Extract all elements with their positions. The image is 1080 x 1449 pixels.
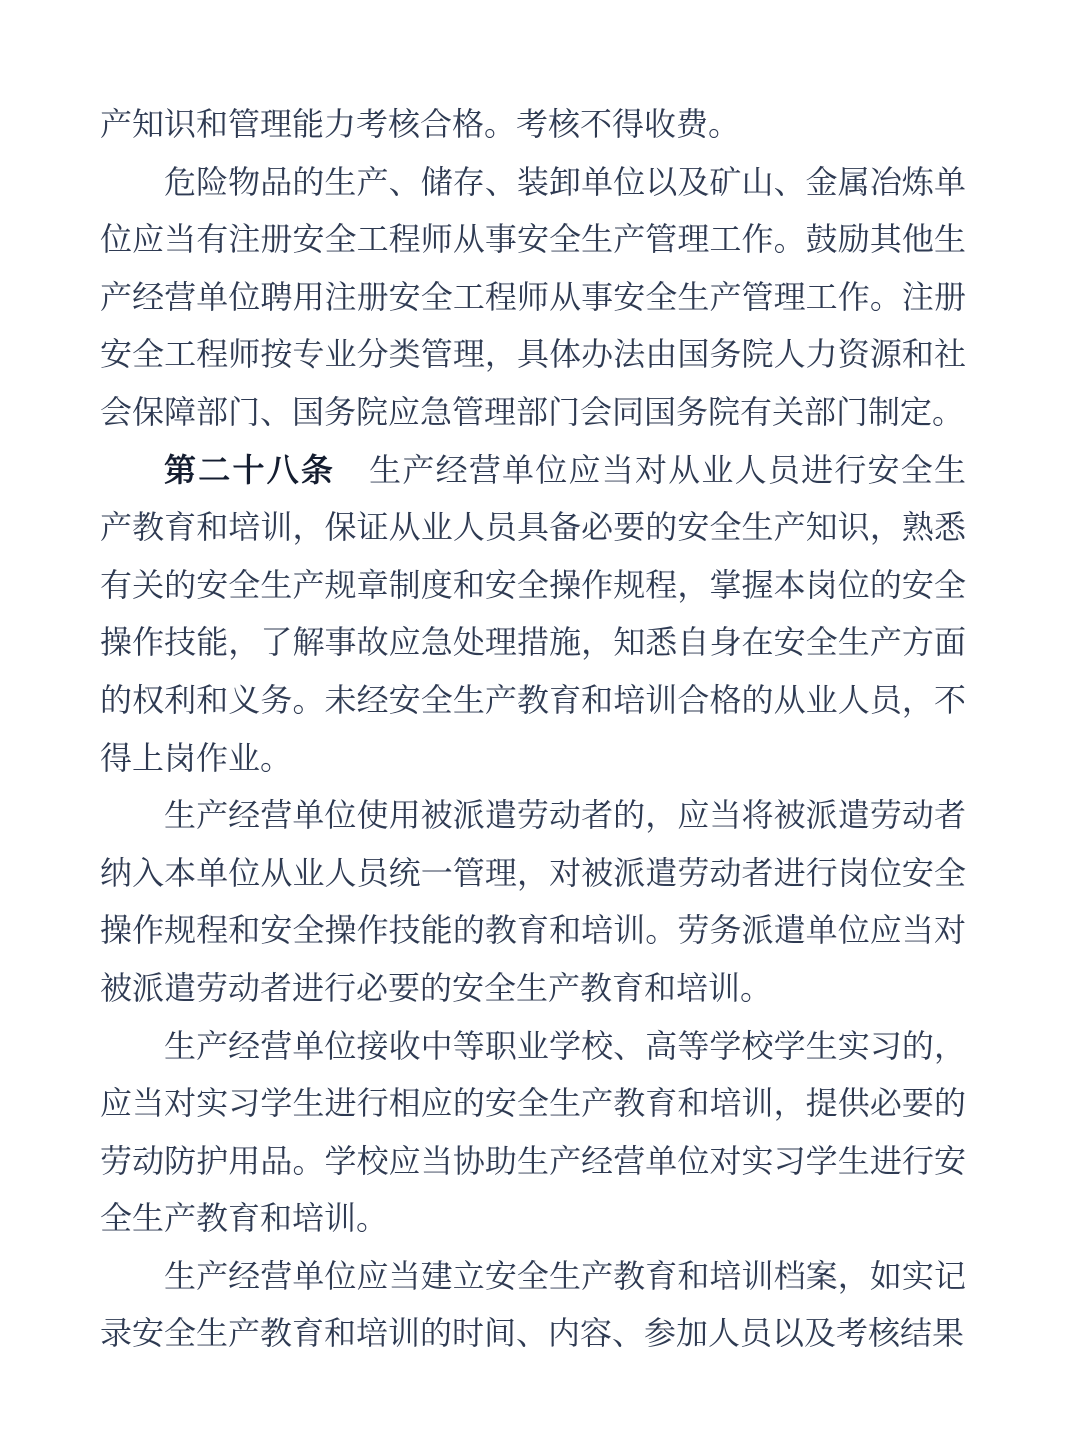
paragraph-article-28: [100, 442, 966, 788]
paragraph-registered-engineers: 危险物品的生产、储存、装卸单位以及矿山、金属冶炼单位应当有注册安全工程师从事安全生产管理工作。鼓励其他生产经营单位聘用注册安全工程师从事安全生产管理工作。注册安全工程师按专业分类管理，具体办法由国务院人力资源和社会保障部门、国务院应急管理部门会同国务院有关部门制定。: [100, 163, 966, 430]
article-number-heading: 第二十八条: [164, 451, 336, 488]
law-text-block: [100, 96, 966, 1363]
paragraph-training-records: 生产经营单位应当建立安全生产教育和培训档案，如实记录安全生产教育和培训的时间、内容、参加人员以及考核结果: [100, 1257, 966, 1352]
paragraph-student-interns: 生产经营单位接收中等职业学校、高等学校学生实习的，应当对实习学生进行相应的安全生产教育和培训，提供必要的劳动防护用品。学校应当协助生产经营单位对实习学生进行安全生产教育和培训。: [100, 1027, 966, 1237]
article-28-body-text: 生产经营单位应当对从业人员进行安全生产教育和培训，保证从业人员具备必要的安全生产知识，熟悉有关的安全生产规章制度和安全操作规程，掌握本岗位的安全操作技能，了解事故应急处理措施，知悉自身在安全生产方面的权利和义务。未经安全生产教育和培训合格的从业人员，不得上岗作业。: [100, 451, 966, 776]
paragraph-continuation: 产知识和管理能力考核合格。考核不得收费。: [100, 106, 741, 142]
paragraph-dispatched-workers: 生产经营单位使用被派遣劳动者的，应当将被派遣劳动者纳入本单位从业人员统一管理，对被派遣劳动者进行岗位安全操作规程和安全操作技能的教育和培训。劳务派遣单位应当对被派遣劳动者进行必要的安全生产教育和培训。: [100, 797, 966, 1006]
